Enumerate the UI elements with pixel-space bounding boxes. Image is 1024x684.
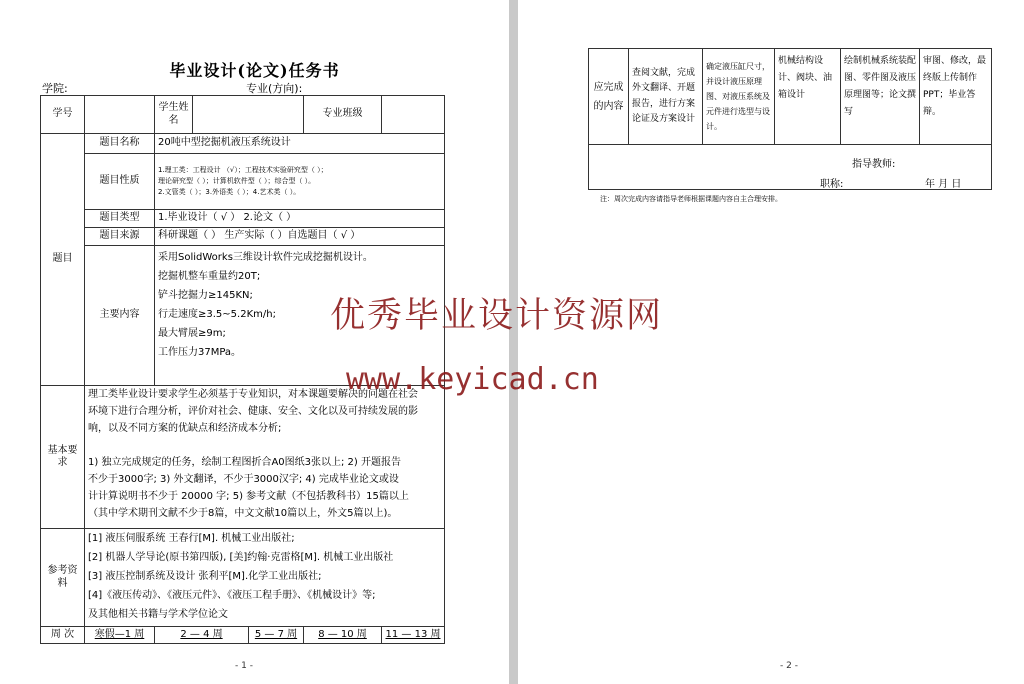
reference-item: [3] 液压控制系统及设计 张利平[M].化学工业出版社; — [88, 571, 322, 582]
topic-nature-label: 题目性质 — [85, 154, 155, 210]
student-row — [41, 96, 445, 134]
major-label: 专业(方向): — [246, 82, 303, 95]
topic-type-label: 题目类型 — [85, 210, 155, 228]
topic-nature-line-1: 1.理工类：工程设计 （√）；工程技术实验研究型（ ）； — [158, 165, 328, 174]
main-content-line: 行走速度≥3.5~5.2Km/h; — [158, 309, 276, 320]
reference-item: [1] 液压伺服系统 王春行[M]. 机械工业出版社; — [88, 533, 295, 544]
major-class-value — [382, 96, 445, 134]
main-content-line: 挖掘机整车重量约20T; — [158, 271, 261, 282]
topic-source-label: 题目来源 — [85, 228, 155, 246]
footnote: 注：周次完成内容请指导老师根据课题内容自主合理安排。 — [600, 195, 782, 203]
student-id-label: 学号 — [41, 96, 85, 134]
student-name-label: 学生姓名 — [155, 96, 193, 134]
topic-source-value: 科研课题（ ） 生产实际（ ）自选题目（ √ ） — [155, 228, 445, 246]
page-1 — [0, 0, 509, 684]
student-name-value — [193, 96, 304, 134]
page-number: - 2 - — [780, 661, 798, 671]
main-content-label: 主要内容 — [85, 246, 155, 386]
topic-name-value: 20吨中型挖掘机液压系统设计 — [155, 134, 445, 154]
week-cell: 11 — 13 周 — [382, 627, 445, 644]
student-id-value — [85, 96, 155, 134]
college-label: 学院: — [42, 82, 68, 95]
topic-name-label: 题目名称 — [85, 134, 155, 154]
major-class-label: 专业班级 — [304, 96, 382, 134]
reference-item: [4]《液压传动》、《液压元件》、《液压工程手册》、《机械设计》等; — [88, 590, 376, 601]
topic-nature-line-2: 理论研究型（ ）；计算机软件型（ ）；综合型（ ）。 — [158, 176, 316, 185]
topic-section-label: 题目 — [41, 134, 85, 386]
requirement-line: 不少于3000字; 3) 外文翻译，不少于3000汉字; 4) 完成毕业论文或设 — [88, 474, 399, 485]
topic-nature-value — [155, 154, 445, 210]
page-2 — [518, 0, 1024, 684]
requirement-line: （其中学术期刊文献不少于8篇，中文文献10篇以上，外文5篇以上)。 — [88, 508, 398, 519]
page-divider — [509, 0, 518, 684]
week-cell: 寒假—1 周 — [85, 627, 155, 644]
content-cell: 绘制机械系统装配图、零件图及液压原理图等；论文撰写 — [841, 49, 920, 145]
requirement-line — [88, 437, 441, 454]
main-content-line: 工作压力37MPa。 — [158, 347, 242, 358]
main-content-line: 采用SolidWorks三维设计软件完成挖掘机设计。 — [158, 252, 373, 263]
reference-item: [2] 机器人学导论(原书第四版), [美]约翰·克雷格[M]. 机械工业出版社 — [88, 552, 394, 563]
watermark-title: 优秀毕业设计资源网 — [330, 296, 664, 336]
requirement-line: 环境下进行合理分析，评价对社会、健康、安全、文化以及可持续发展的影 — [88, 406, 418, 417]
topic-nature-line-3: 2.文管类（ ）；3.外语类（ ）；4.艺术类（ ）。 — [158, 188, 301, 197]
main-content-line: 最大臂展≥9m; — [158, 328, 226, 339]
content-cell: 确定液压缸尺寸，并设计液压原理图、对液压系统及元件进行选型与设计。 — [703, 49, 775, 145]
page-number: - 1 - — [235, 661, 253, 671]
content-table — [588, 48, 992, 190]
basic-requirements-body — [85, 386, 445, 529]
week-cell: 2 — 4 周 — [155, 627, 249, 644]
requirement-line: 响，以及不同方案的优缺点和经济成本分析; — [88, 423, 282, 434]
advisor-label: 指导教师: — [852, 159, 896, 170]
reference-item: 及其他相关书籍与学术学位论文 — [88, 609, 228, 620]
main-content-line: 铲斗挖掘力≥145KN; — [158, 290, 253, 301]
watermark-url: www.keyicad.cn — [346, 362, 599, 397]
references-body — [85, 529, 445, 627]
page-title: 毕业设计(论文)任务书 — [169, 61, 340, 80]
week-cell: 8 — 10 周 — [304, 627, 382, 644]
weeks-label: 周 次 — [41, 627, 85, 644]
should-complete-label: 应完成的内容 — [589, 49, 629, 145]
content-cell: 机械结构设计、阀块、油箱设计 — [775, 49, 841, 145]
basic-requirements-label: 基本要求 — [41, 386, 85, 529]
weeks-row — [41, 627, 445, 644]
content-cell: 审图、修改，最终版上传制作PPT；毕业答辩。 — [920, 49, 992, 145]
content-cell: 查阅文献，完成外文翻译、开题报告，进行方案论证及方案设计 — [629, 49, 703, 145]
requirement-line: 计计算说明书不少于 20000 字; 5) 参考文献（不包括教科书）15篇以上 — [88, 491, 409, 502]
topic-type-value: 1.毕业设计（ √ ） 2.论文（ ） — [155, 210, 445, 228]
requirement-line: 理工类毕业设计要求学生必须基于专业知识，对本课题要解决的问题在社会 — [88, 389, 418, 400]
date-label: 年 月 日 — [925, 179, 962, 190]
requirement-line: 1) 独立完成规定的任务，绘制工程图折合A0图纸3张以上; 2) 开题报告 — [88, 457, 401, 468]
title-label: 职称: — [820, 179, 844, 190]
week-cell: 5 — 7 周 — [249, 627, 304, 644]
references-label: 参考资料 — [41, 529, 85, 627]
